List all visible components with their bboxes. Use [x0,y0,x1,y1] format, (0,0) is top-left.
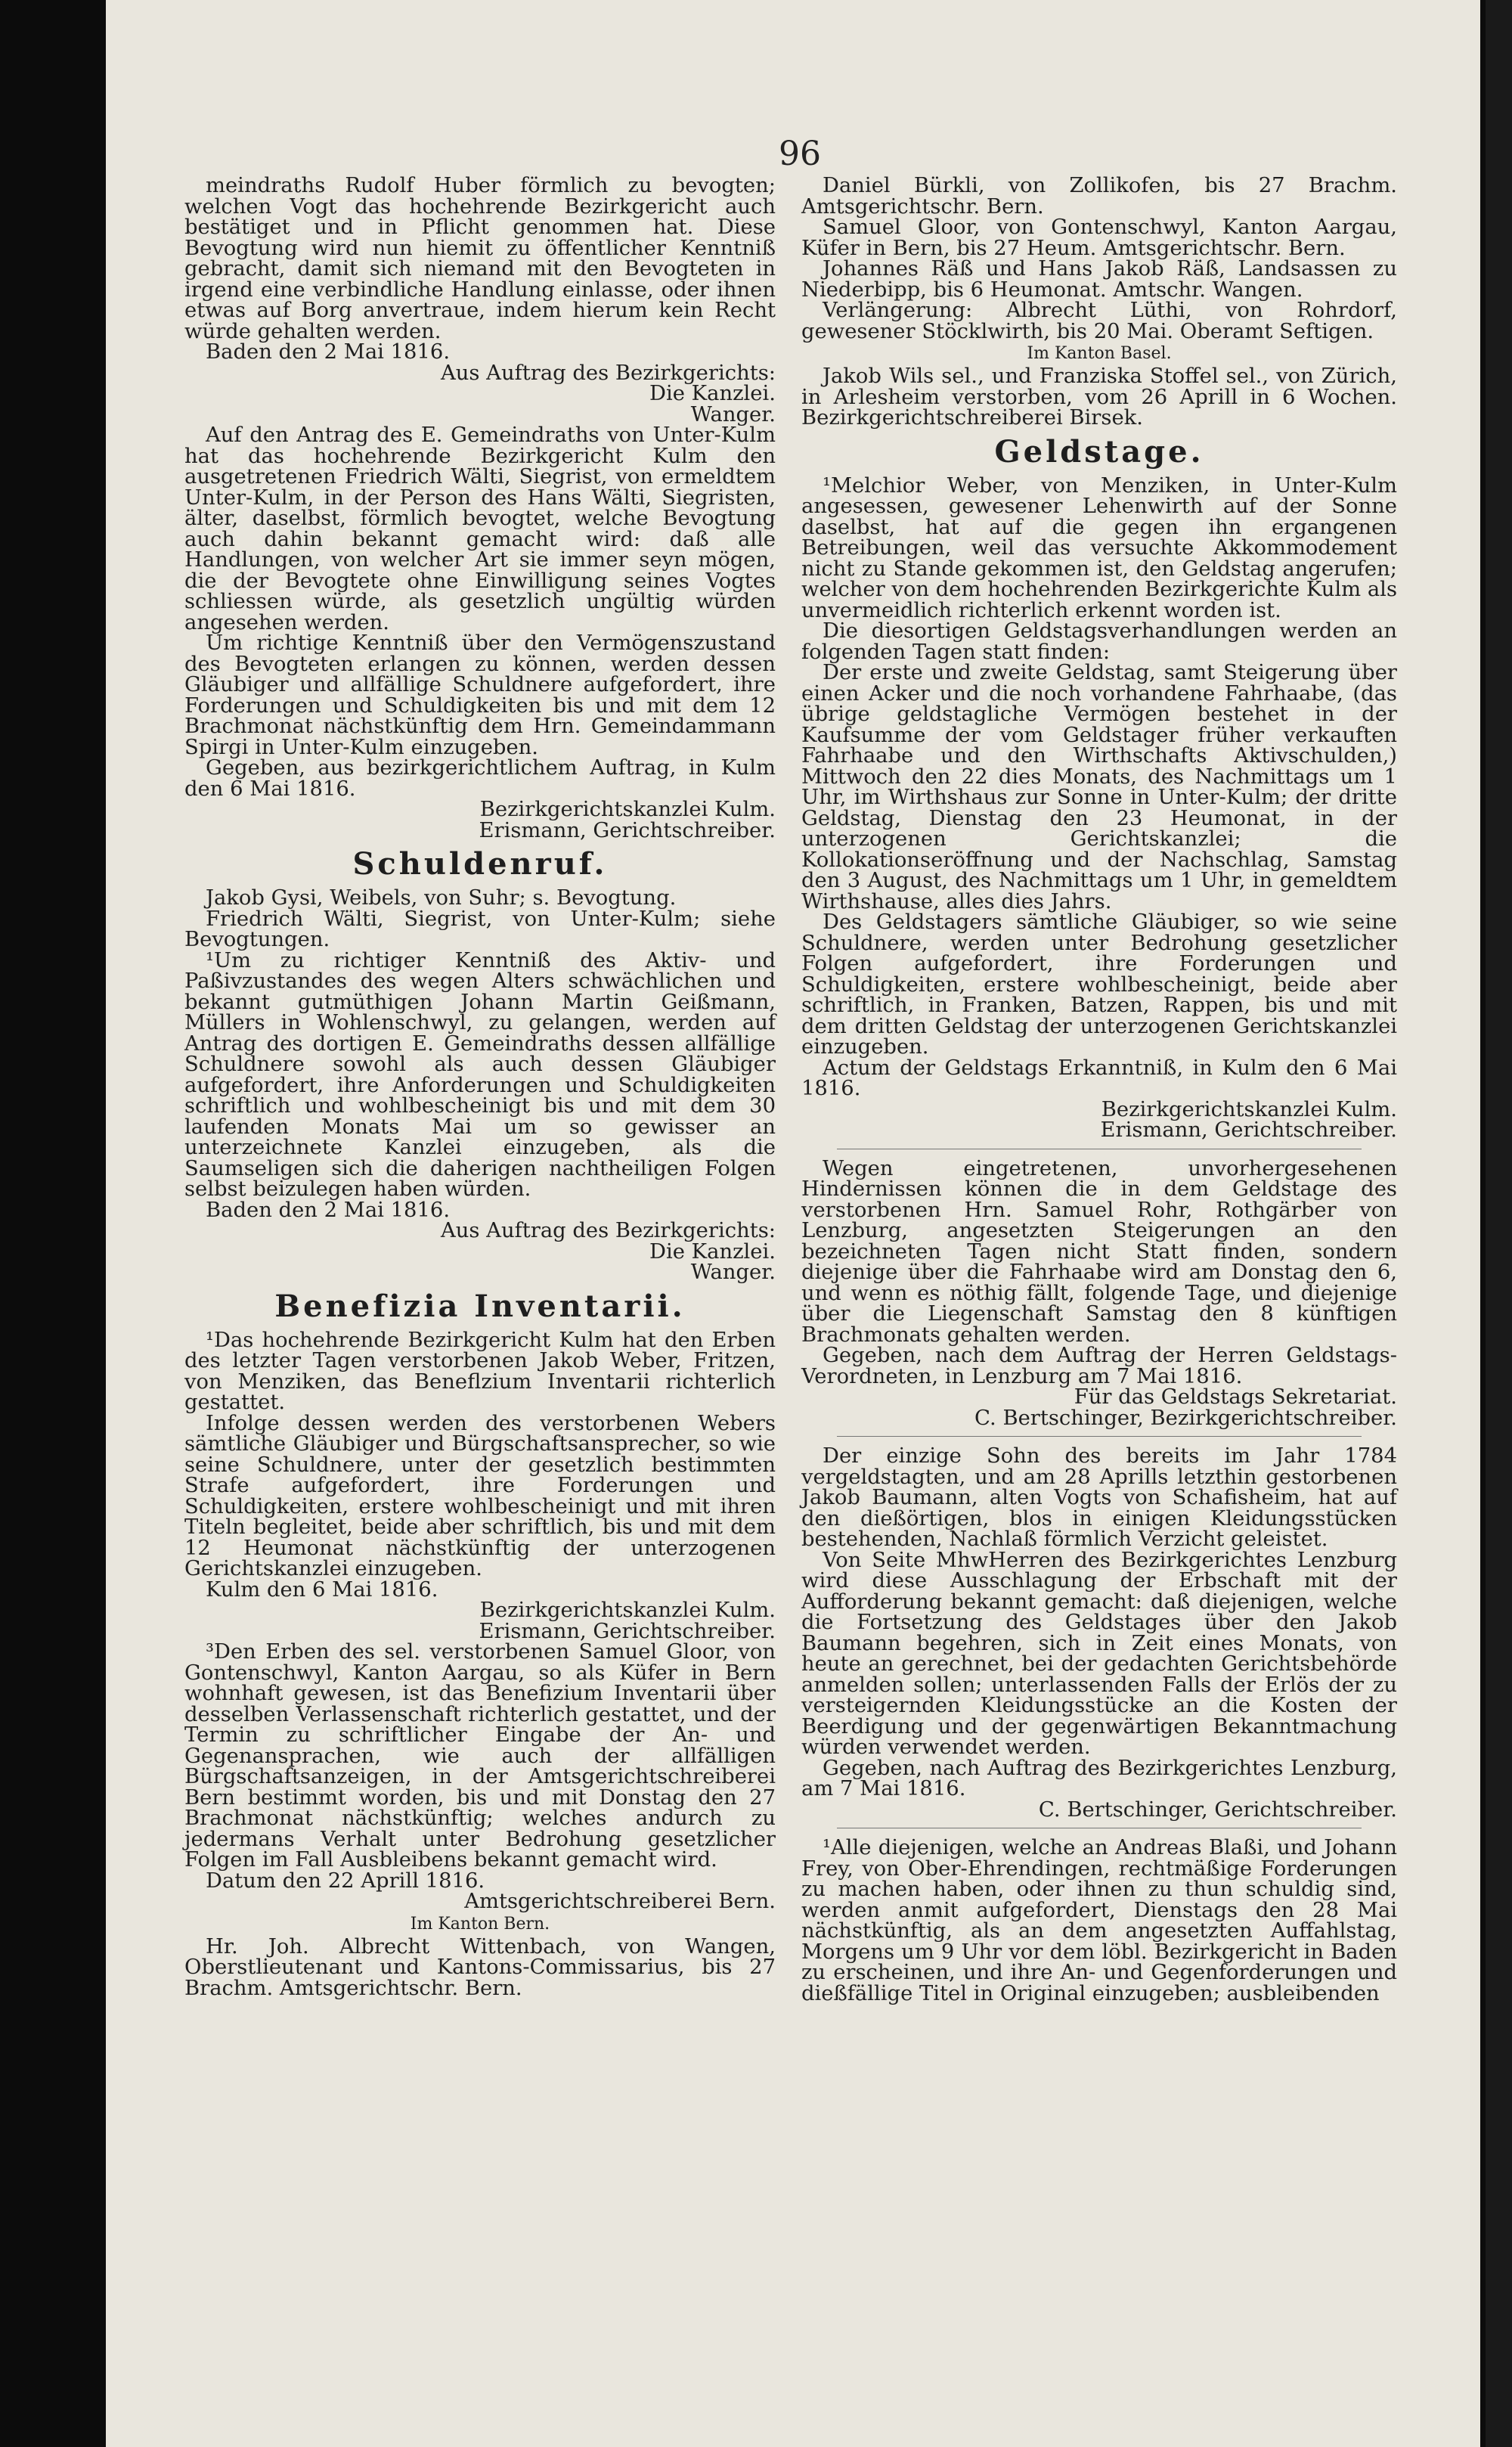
notice-paragraph: Jakob Wils sel., und Franziska Stoffel sel., von Zürich, in Arlesheim verstorben, vom 26 Aprill in 6 Wochen. Bezirkgerichtschreiberei Birsek. [801,364,1397,430]
notice-paragraph: Verlängerung: Albrecht Lüthi, von Rohrdorf, gewesener Stöcklwirth, bis 20 Mai. Oberamt Seftigen. [801,299,1397,343]
notice-paragraph: ¹Um zu richtiger Kenntniß des Aktiv- und Paßivzustandes des wegen Alters schwächlichen und bekannt gutmüthigen Johann Martin Geißmann, Müllers in Wohlenschwyl, zu gelangen, werden auf Antrag des dortigen E. Gemeindraths dessen allfällige Schuldnere sowohl als auch dessen Gläubiger aufgefordert, ihre Anforderungen und Schuldigkeiten schriftlich und wohlbescheinigt bis und mit dem 30 laufenden Monats Mai um so gewisser an unterzeichnete Kanzlei einzugeben, als die Saumseligen sich die daherigen nachtheiligen Folgen selbst beizulegen haben würden. [184,948,776,1201]
signature-line: Aus Auftrag des Bezirkgerichts: [440,1219,776,1242]
notice-paragraph: Die diesortigen Geldstagsverhandlungen werden an folgenden Tagen statt finden: [801,619,1397,664]
signature-line: Erismann, Gerichtschreiber. [479,1619,776,1643]
notice-paragraph: Gegeben, aus bezirkgerichtlichem Auftrag, in Kulm den 6 Mai 1816. [184,756,776,801]
notice-paragraph: Wegen eingetretenen, unvorhergesehenen Hindernissen können die in dem Geldstage des verstorbenen Hrn. Samuel Rohr, Rothgärber von Lenzburg, angesetzten Steigerungen an den bezeichneten Tagen nicht Statt finden, sondern diejenige über die Fahrhaabe wird am Donstag den 6, und wenn es nöthig fällt, folgende Tage, und diejenige über die Liegenschaft Samstag den 8 künftigen Brachmonats gehalten werden. [801,1156,1397,1347]
notice-paragraph: Jakob Gysi, Weibels, von Suhr; s. Bevogtung. [206,886,677,910]
signature-line: Aus Auftrag des Bezirkgerichts: [440,361,776,385]
notice-paragraph: Samuel Gloor, von Gontenschwyl, Kanton Aargau, Küfer in Bern, bis 27 Heum. Amtsgerichtschr. Bern. [801,216,1397,260]
left-column [184,175,776,1999]
sub-heading: Im Kanton Basel. [1027,344,1172,363]
signature-line: Amtsgerichtschreiberei Bern. [464,1890,776,1913]
page-number: 96 [779,135,821,173]
notice-paragraph: Des Geldstagers sämtliche Gläubiger, so wie seine Schuldnere, werden unter Bedrohung gesetzlicher Folgen aufgefordert, ihre Forderungen und Schuldigkeiten, erstere wohlbescheinigt, beide aber schriftlich, in Franken, Batzen, Rappen, bis und mit dem dritten Geldstag der unterzogenen Gerichtskanzlei einzugeben. [801,910,1397,1059]
notice-paragraph: Von Seite MhwHerren des Bezirkgerichtes Lenzburg wird diese Ausschlagung der Erbschaft mit der Aufforderung bekannt gemacht: daß diejenigen, welche die Fortsetzung des Geldstages über den Jakob Baumann begehren, sich in Zeit eines Monats, von heute an gerechnet, bei der gedachten Gerichtsbehörde anmelden sollen; unterlassenden Falls der Erlös der zu versteigernden Kleidungsstücke an die Kosten der Beerdigung und der gegenwärtigen Bekanntmachung würden verwendet werden. [801,1548,1397,1759]
notice-paragraph: ³Den Erben des sel. verstorbenen Samuel Gloor, von Gontenschwyl, Kanton Aargau, so als Küfer in Bern wohnhaft gewesen, ist das Benefizium Inventarii über desselben Verlassenschaft richterlich gestattet, und der Termin zu schriftlicher Eingabe der An- und Gegenansprachen, wie auch der allfälligen Bürgschaftsanzeigen, in der Amtsgerichtschreiberei Bern bestimmt worden, bis und mit Donstag den 27 Brachmonat nächstkünftig; welches andurch zu jedermans Verhalt unter Bedrohung gesetzlicher Folgen im Fall Ausbleibens bekannt gemacht wird. [184,1640,776,1872]
notice-paragraph: Friedrich Wälti, Siegrist, von Unter-Kulm; siehe Bevogtungen. [184,907,776,951]
notice-paragraph: ¹Das hochehrende Bezirkgericht Kulm hat den Erben des letzter Tagen verstorbenen Jakob Weber, Fritzen, von Menziken, das Beneflzium Inventarii richterlich gestattet. [184,1328,776,1414]
notice-paragraph: Daniel Bürkli, von Zollikofen, bis 27 Brachm. Amtsgerichtschr. Bern. [801,174,1397,219]
signature-line: C. Bertschinger, Gerichtschreiber. [1038,1797,1397,1822]
section-heading: Schuldenruf. [352,846,608,882]
page-edge [1486,0,1512,2447]
notice-paragraph: Johannes Räß und Hans Jakob Räß, Landsassen zu Niederbipp, bis 6 Heumonat. Amtschr. Wangen. [801,257,1397,302]
notice-paragraph: Kulm den 6 Mai 1816. [206,1577,438,1602]
signature-line: C. Bertschinger, Bezirkgerichtschreiber. [974,1406,1397,1430]
section-heading: Benefizia Inventarii. [274,1288,686,1324]
notice-paragraph: Auf den Antrag des E. Gemeindraths von Unter-Kulm hat das hochehrende Bezirkgericht Kulm den ausgetretenen Friedrich Wälti, Siegrist, von ermeldtem Unter-Kulm, in der Person des Hans Wälti, Siegristen, älter, daselbst, förmlich bevogtet, welche Bevogtung auch dahin bekannt gemacht wird: daß alle Handlungen, von welcher Art sie immer seyn mögen, die der Bevogtete ohne Einwilligung seines Vogtes schliessen würde, als gesetzlich ungültig würden angesehen werden. [184,423,776,634]
notice-paragraph: Hr. Joh. Albrecht Wittenbach, von Wangen, Oberstlieutenant und Kantons-Commissarius, bis 27 Brachm. Amtsgerichtschr. Bern. [184,1934,776,2000]
right-column [801,175,1397,2004]
notice-paragraph: Actum der Geldstags Erkanntniß, in Kulm den 6 Mai 1816. [801,1056,1397,1100]
notice-paragraph: Baden den 2 Mai 1816. [206,1198,451,1222]
signature-line: Wanger. [690,1261,776,1284]
notice-paragraph: Gegeben, nach dem Auftrag der Herren Geldstags-Verordneten, in Lenzburg am 7 Mai 1816. [801,1344,1397,1388]
section-heading: Geldstage. [994,433,1204,470]
notice-paragraph: Um richtige Kenntniß über den Vermögenszustand des Bevogteten erlangen zu können, werden dessen Gläubiger und allfällige Schuldnere aufgefordert, ihre Forderungen und Schuldigkeiten bis und mit dem 12 Brachmonat nächstkünftig dem Hrn. Gemeindammann Spirgi in Unter-Kulm einzugeben. [184,631,776,759]
signature-line: Erismann, Gerichtschreiber. [479,818,776,842]
notice-paragraph: Der erste und zweite Geldstag, samt Steigerung über einen Acker und die noch vorhandene Fahrhaabe, (das übrige geldstagliche Vermögen bestehet in der Kaufsumme der vom Geldstager früher verkauften Fahrhaabe und den Wirthschafts Aktivschulden,) Mittwoch den 22 dies Monats, des Nachmittags um 1 Uhr, im Wirthshaus zur Sonne in Unter-Kulm; der dritte Geldstag, Dienstag den 23 Heumonat, in der unterzogenen Gerichtskanzlei; die Kollokationseröffnung und der Nachschlag, Samstag den 3 August, des Nachmittags um 1 Uhr, in gemeldtem Wirthshause, alles dies Jahrs. [801,661,1397,913]
notice-paragraph: Baden den 2 Mai 1816. [206,340,451,364]
notice-paragraph: Gegeben, nach Auftrag des Bezirkgerichtes Lenzburg, am 7 Mai 1816. [801,1756,1397,1800]
signature-line: Bezirkgerichtskanzlei Kulm. [1101,1097,1397,1121]
sub-heading: Im Kanton Bern. [410,1914,550,1934]
signature-line: Bezirkgerichtskanzlei Kulm. [479,798,776,821]
signature-line: Wanger. [690,402,776,426]
signature-line: Die Kanzlei. [649,1239,776,1264]
signature-line: Für das Geldstags Sekretariat. [1074,1385,1397,1409]
notice-paragraph: Datum den 22 Aprill 1816. [206,1869,485,1893]
notice-paragraph: Der einzige Sohn des bereits im Jahr 1784 vergeldstagten, und am 28 Aprills letzthin gestorbenen Jakob Baumann, alten Vogts von Schafisheim, hat auf den dießörtigen, blos in einigen Kleidungsstücken bestehenden, Nachlaß förmlich Verzicht geleistet. [801,1444,1397,1551]
notice-paragraph: Infolge dessen werden des verstorbenen Webers sämtliche Gläubiger und Bürgschaftsansprecher, so wie seine Schuldnere, unter der gesetzlich bestimmten Strafe aufgefordert, ihre Forderungen und Schuldigkeiten, erstere wohlbescheinigt und mit ihren Titeln begleitet, beide aber schriftlich, bis und mit dem 12 Heumonat nächstkünftig der unterzogenen Gerichtskanzlei einzugeben. [184,1411,776,1580]
notice-paragraph: ¹Alle diejenigen, welche an Andreas Blaßi, und Johann Frey, von Ober-Ehrendingen, rechtmäßige Forderungen zu machen haben, oder ihnen zu thun schuldig sind, werden anmit aufgefordert, Dienstags den 28 Mai nächstkünftig, als an dem angesetzten Auffahlstag, Morgens um 9 Uhr vor dem löbl. Bezirkgericht in Baden zu erscheinen, und ihre An- und Gegenforderungen und dießfällige Titel in Original einzugeben; ausbleibenden [801,1836,1397,2005]
signature-line: Die Kanzlei. [649,382,776,405]
signature-line: Bezirkgerichtskanzlei Kulm. [479,1599,776,1622]
notice-paragraph: ¹Melchior Weber, von Menziken, in Unter-Kulm angesessen, gewesener Lehenwirth auf der Sonne daselbst, hat auf die gegen ihn ergangenen Betreibungen, weil das versuchte Akkommodement nicht zu Stande gekommen ist, den Geldstag angerufen; welcher von dem hochehrenden Bezirkgerichte Kulm als unvermeidlich richterlich erkennt worden ist. [801,473,1397,622]
section-divider [837,1436,1361,1437]
notice-paragraph: meindraths Rudolf Huber förmlich zu bevogten; welchen Vogt das hochehrende Bezirkgericht auch bestätiget und in Pflicht genommen hat. Diese Bevogtung wird nun hiemit zu öffentlicher Kenntniß gebracht, damit sich niemand mit den Bevogteten in irgend eine verbindliche Handlung einlasse, oder ihnen etwas auf Borg anvertraue, indem hierum kein Recht würde gehalten werden. [184,174,776,343]
signature-line: Erismann, Gerichtschreiber. [1100,1118,1397,1142]
